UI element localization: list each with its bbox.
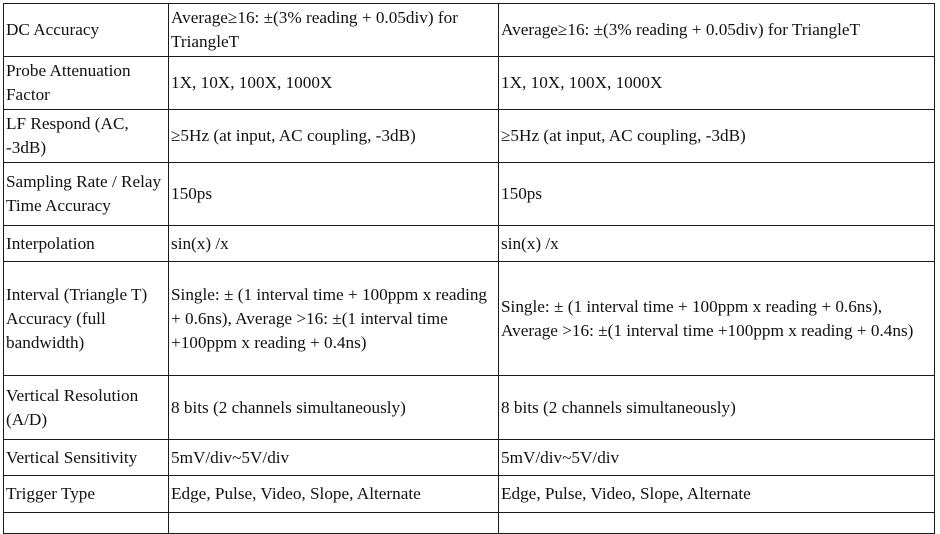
cell-value-2: 1X, 10X, 100X, 1000X [499,57,935,110]
cell-value-2: ≥5Hz (at input, AC coupling, -3dB) [499,110,935,163]
row-label: Vertical Sensitivity [4,440,169,476]
cell-value-2: 5mV/div~5V/div [499,440,935,476]
table-row-partial [4,513,935,534]
cell-value-1: 5mV/div~5V/div [169,440,499,476]
table-row-dc-accuracy [4,4,935,57]
cell-value-2: sin(x) /x [499,226,935,262]
cell-value-2: 150ps [499,163,935,226]
row-label: Sampling Rate / Relay Time Accuracy [4,163,169,226]
row-label: Probe Attenuation Factor [4,57,169,110]
cell-value-2: 8 bits (2 channels simultaneously) [499,376,935,440]
spec-table [3,3,935,534]
cell-value-1: ≥5Hz (at input, AC coupling, -3dB) [169,110,499,163]
row-label: Vertical Resolution (A/D) [4,376,169,440]
cell-value-2: Edge, Pulse, Video, Slope, Alternate [499,476,935,513]
cell-value-1: 150ps [169,163,499,226]
row-label: LF Respond (AC, -3dB) [4,110,169,163]
empty-cell [499,513,935,534]
table-row-trigger-type [4,476,935,513]
cell-value-2: Average≥16: ±(3% reading + 0.05div) for TriangleT [499,4,935,57]
cell-value-2: Single: ± (1 interval time + 100ppm x reading + 0.6ns), Average >16: ±(1 interval time +100ppm x reading + 0.4ns) [499,262,935,376]
table-row-interval-accuracy [4,262,935,376]
table-row-vertical-sensitivity [4,440,935,476]
row-label: Interval (Triangle T) Accuracy (full bandwidth) [4,262,169,376]
empty-cell [169,513,499,534]
row-label: DC Accuracy [4,4,169,57]
table-row-probe-attenuation [4,57,935,110]
table-row-sampling-rate [4,163,935,226]
cell-value-1: Average≥16: ±(3% reading + 0.05div) for TriangleT [169,4,499,57]
empty-cell [4,513,169,534]
cell-value-1: Edge, Pulse, Video, Slope, Alternate [169,476,499,513]
cell-value-1: 1X, 10X, 100X, 1000X [169,57,499,110]
cell-value-1: 8 bits (2 channels simultaneously) [169,376,499,440]
cell-value-1: Single: ± (1 interval time + 100ppm x reading + 0.6ns), Average >16: ±(1 interval time +100ppm x reading + 0.4ns) [169,262,499,376]
row-label: Trigger Type [4,476,169,513]
table-row-vertical-resolution [4,376,935,440]
table-row-interpolation [4,226,935,262]
row-label: Interpolation [4,226,169,262]
table-row-lf-respond [4,110,935,163]
cell-value-1: sin(x) /x [169,226,499,262]
